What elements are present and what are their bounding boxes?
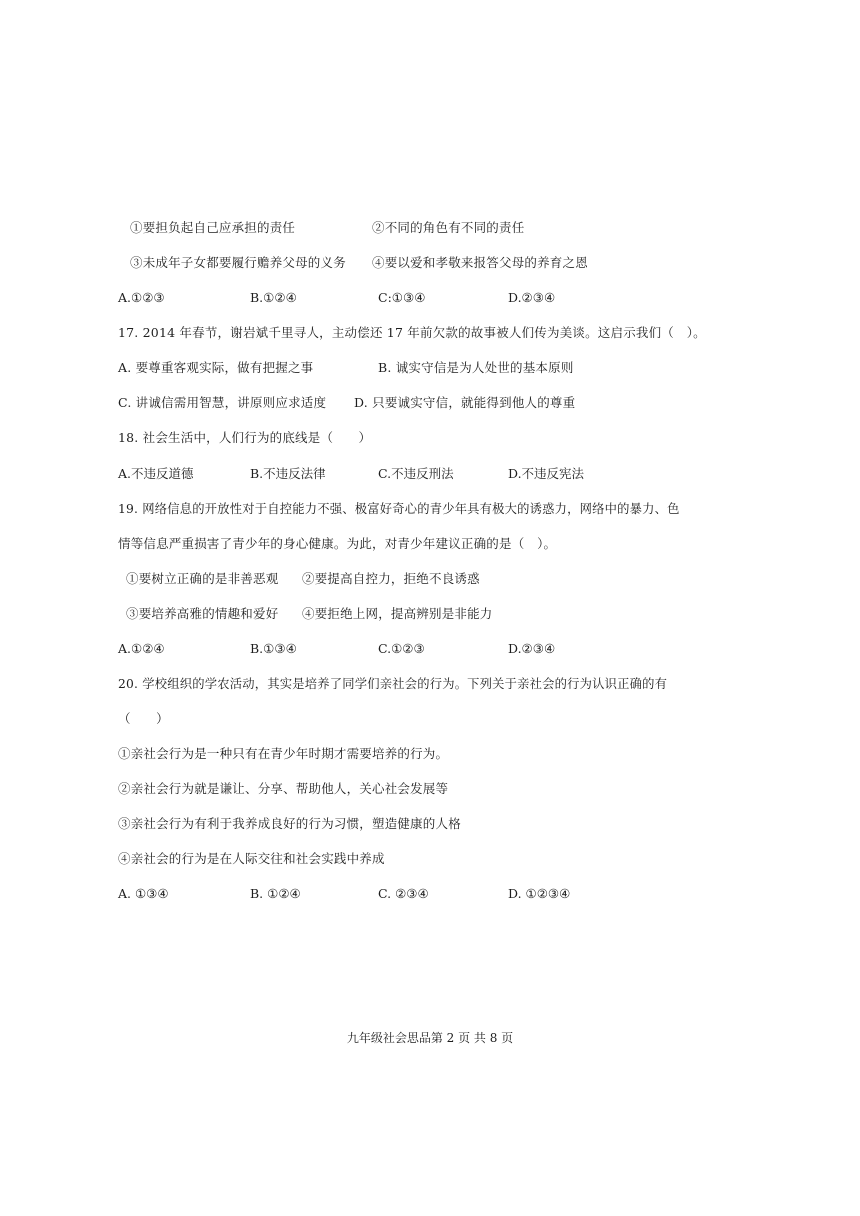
page-footer: 九年级社会思品第 2 页 共 8 页 (346, 1031, 514, 1045)
q18-option-a: A.不违反道德 (118, 466, 194, 481)
q16-statement-2: ②不同的角色有不同的责任 (372, 220, 525, 235)
q16-option-b: B.①②④ (250, 290, 297, 305)
q18-option-b: B.不违反法律 (250, 466, 326, 481)
q20-statement-2: ②亲社会行为就是谦让、分享、帮助他人，关心社会发展等 (118, 781, 449, 796)
q17-option-a: A. 要尊重客观实际，做有把握之事 (118, 360, 314, 375)
q19-option-d: D.②③④ (508, 641, 556, 656)
q19-stem-line-1: 19. 网络信息的开放性对于自控能力不强、极富好奇心的青少年具有极大的诱惑力，网络中的暴力、色 (118, 502, 680, 516)
q18-stem: 18. 社会生活中，人们行为的底线是（ ） (118, 430, 372, 445)
q17-option-c: C. 讲诚信需用智慧，讲原则应求适度 (118, 395, 327, 410)
q17-option-b: B. 诚实守信是为人处世的基本原则 (378, 360, 574, 375)
q17-option-d: D. 只要诚实守信，就能得到他人的尊重 (354, 395, 576, 410)
q20-stem-line-2: （ ） (118, 711, 169, 726)
q16-statement-3: ③未成年子女都要履行赡养父母的义务 (130, 255, 346, 270)
q18-option-d: D.不违反宪法 (508, 466, 585, 481)
q20-stem-line-1: 20. 学校组织的学农活动，其实是培养了同学们亲社会的行为。下列关于亲社会的行为认识正确的有 (118, 677, 668, 691)
q17-stem: 17. 2014 年春节，谢岩斌千里寻人，主动偿还 17 年前欠款的故事被人们传为美谈。这启示我们（ ）。 (118, 325, 706, 340)
q18-option-c: C.不违反刑法 (378, 466, 454, 481)
q19-stem-line-2: 情等信息严重损害了青少年的身心健康。为此，对青少年建议正确的是（ ）。 (118, 536, 557, 551)
q16-option-d: D.②③④ (508, 290, 556, 305)
q19-option-a: A.①②④ (118, 641, 165, 656)
q16-statement-1: ①要担负起自己应承担的责任 (130, 220, 296, 235)
q16-option-a: A.①②③ (118, 290, 165, 305)
q19-option-b: B.①③④ (250, 641, 297, 656)
q20-option-c: C. ②③④ (378, 886, 429, 901)
q19-statement-2: ②要提高自控力，拒绝不良诱惑 (302, 571, 480, 586)
q20-statement-1: ①亲社会行为是一种只有在青少年时期才需要培养的行为。 (118, 746, 449, 761)
q16-option-c: C:①③④ (378, 290, 426, 305)
q19-option-c: C.①②③ (378, 641, 425, 656)
q20-option-a: A. ①③④ (118, 886, 169, 901)
q16-statement-4: ④要以爱和孝敬来报答父母的养育之恩 (372, 255, 588, 270)
q20-statement-4: ④亲社会的行为是在人际交往和社会实践中养成 (118, 851, 385, 866)
q19-statement-3: ③要培养高雅的情趣和爱好 (126, 606, 279, 621)
q19-statement-1: ①要树立正确的是非善恶观 (126, 571, 279, 586)
q19-statement-4: ④要拒绝上网，提高辨别是非能力 (302, 606, 493, 621)
q20-option-b: B. ①②④ (250, 886, 301, 901)
q20-option-d: D. ①②③④ (508, 886, 571, 901)
q20-statement-3: ③亲社会行为有利于我养成良好的行为习惯，塑造健康的人格 (118, 816, 461, 831)
